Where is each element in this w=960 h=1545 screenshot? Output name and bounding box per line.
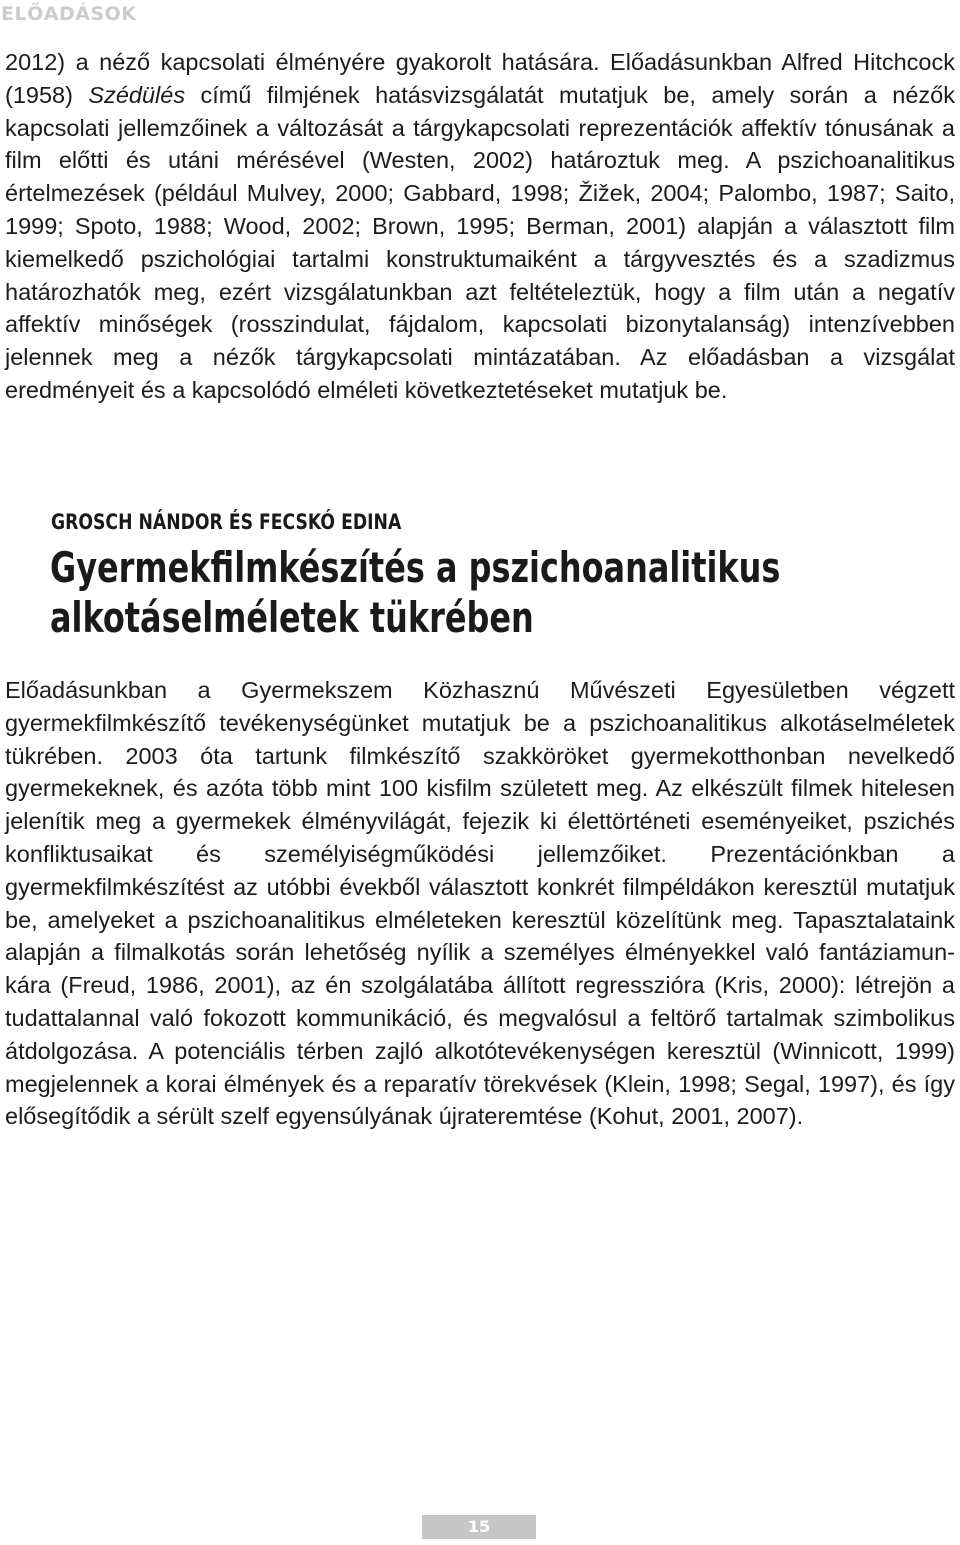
section-header: ELŐADÁSOK bbox=[1, 3, 137, 25]
intro-paragraph bbox=[5, 46, 955, 407]
article-title-line-2: alkotáselméletek tükrében bbox=[50, 593, 534, 642]
abstract-paragraph: Előadásunkban a Gyermekszem Közhasznú Művészeti Egyesületben végzett gyermekfilmkészítő tevékenységünket mutatjuk be a pszichoanalitikus alkotáselméletek tükrében. 2003 óta tartunk filmkészítő szakköröket gyermekotthonban nevelkedő gyermekeknek, és azóta több mint 100 kisfilm született meg. Az elkészült filmek hitelesen jelenítik meg a gyermekek élményvilágát, fejezik ki élettörténeti eseményeiket, pszichés konfliktusaikat és személyiségműködési jellemzőiket. Prezentációnkban a gyermekfilmkészítést az utóbbi évekből választott konkrét filmpéldákon keresztül mutatjuk be, amelyeket a pszichoanalitikus elméleteken keresztül közelítünk meg. Tapasztalataink alapján a filmalkotás során lehetőség nyílik a személyes élményekkel való fantáziamunkára (Freud, 1986, 2001), az én szolgálatába állított regresszióra (Kris, 2000): létrejön a tudattalannal való fokozott kommunikáció, és megvalósul a feltörő tartalmak szimbolikus átdolgozása. A potenciális térben zajló alkotótevékenységen keresztül (Winnicott, 1999) megjelennek a korai élmények és a reparatív törekvések (Klein, 1998; Segal, 1997), és így elősegítődik a sérült szelf egyensúlyának újrateremtése (Kohut, 2001, 2007). bbox=[5, 677, 955, 1130]
film-title-italic: Szédülés bbox=[88, 81, 186, 108]
article-title bbox=[50, 543, 780, 643]
intro-text-before-title: 2012) a néző kapcsolati élményére gyakorolt hatására. Előadásunkban Alfred Hitchcock (1958) bbox=[5, 49, 955, 108]
article-authors: GROSCH NÁNDOR ÉS FECSKÓ EDINA bbox=[51, 510, 402, 534]
page-number: 15 bbox=[422, 1515, 536, 1539]
intro-text-after-title: című filmjének hatásvizsgálatát mutatjuk be, amely során a nézők kapcsolati jellemzőinek a változását a tárgykapcsolati reprezentációk affektív tónusának a film előtti és utáni mérésével (Westen, 2002) határoztuk meg. A pszichoanalitikus értelmezések (például Mulvey, 2000; Gabbard, 1998; Žižek, 2004; Palombo, 1987; Saito, 1999; Spoto, 1988; Wood, 2002; Brown, 1995; Berman, 2001) alapján a választott film kiemelkedő pszichológiai tartalmi konstruktumaiként a tárgyvesztés és a szadizmus határozhatók meg, ezért vizsgálatunkban azt feltételeztük, hogy a film után a negatív affektív minőségek (rosszindulat, fájdalom, kapcsolati bizonytalanság) intenzívebben jelennek meg a nézők tárgykapcsolati mintázatában. Az előadásban a vizsgálat eredményeit és a kapcsolódó elméleti következtetéseket mutatjuk be. bbox=[5, 81, 955, 403]
article-title-line-1: Gyermekfilmkészítés a pszichoanalitikus bbox=[50, 543, 781, 592]
